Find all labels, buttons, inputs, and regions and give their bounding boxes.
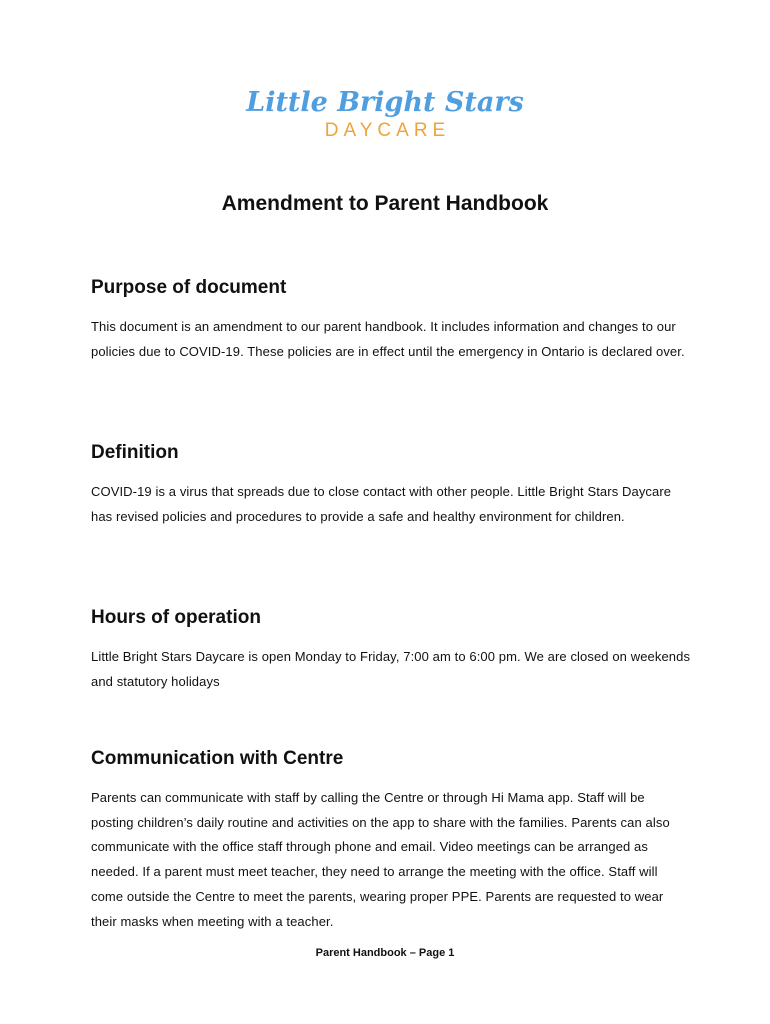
section-body: Little Bright Stars Daycare is open Monday to Friday, 7:00 am to 6:00 pm. We are closed on weekends and statutory holidays bbox=[91, 649, 691, 689]
section-heading: Definition bbox=[91, 442, 179, 463]
logo-subtitle: DAYCARE bbox=[324, 120, 451, 141]
section-communication bbox=[91, 747, 676, 934]
section-body: Parents can communicate with staff by calling the Centre or through Hi Mama app. Staff will be posting children’s daily routine and activities on the app to share with the families. Parents can also communicate with the office staff through phone and email. Video meetings can be arranged as needed. If a parent must meet teacher, they need to arrange the meeting with the office. Staff will come outside the Centre to meet the parents, wearing proper PPE. Parents are requested to wear their masks when meeting with a teacher. bbox=[91, 790, 670, 929]
logo-name: Little Bright Stars bbox=[246, 87, 524, 118]
section-heading: Hours of operation bbox=[91, 607, 261, 628]
section-definition bbox=[91, 441, 691, 529]
section-heading: Communication with Centre bbox=[91, 748, 344, 769]
section-body: This document is an amendment to our parent handbook. It includes information and changes to our policies due to COVID-19. These policies are in effect until the emergency in Ontario is declared over. bbox=[91, 319, 685, 359]
section-heading: Purpose of document bbox=[91, 277, 287, 298]
daycare-logo bbox=[0, 86, 770, 142]
section-body: COVID-19 is a virus that spreads due to close contact with other people. Little Bright Stars Daycare has revised policies and procedures to provide a safe and healthy environment for children. bbox=[91, 484, 672, 524]
section-hours bbox=[91, 606, 691, 694]
section-purpose bbox=[91, 276, 691, 364]
page-footer: Parent Handbook – Page 1 bbox=[315, 947, 455, 959]
document-title: Amendment to Parent Handbook bbox=[221, 192, 549, 215]
